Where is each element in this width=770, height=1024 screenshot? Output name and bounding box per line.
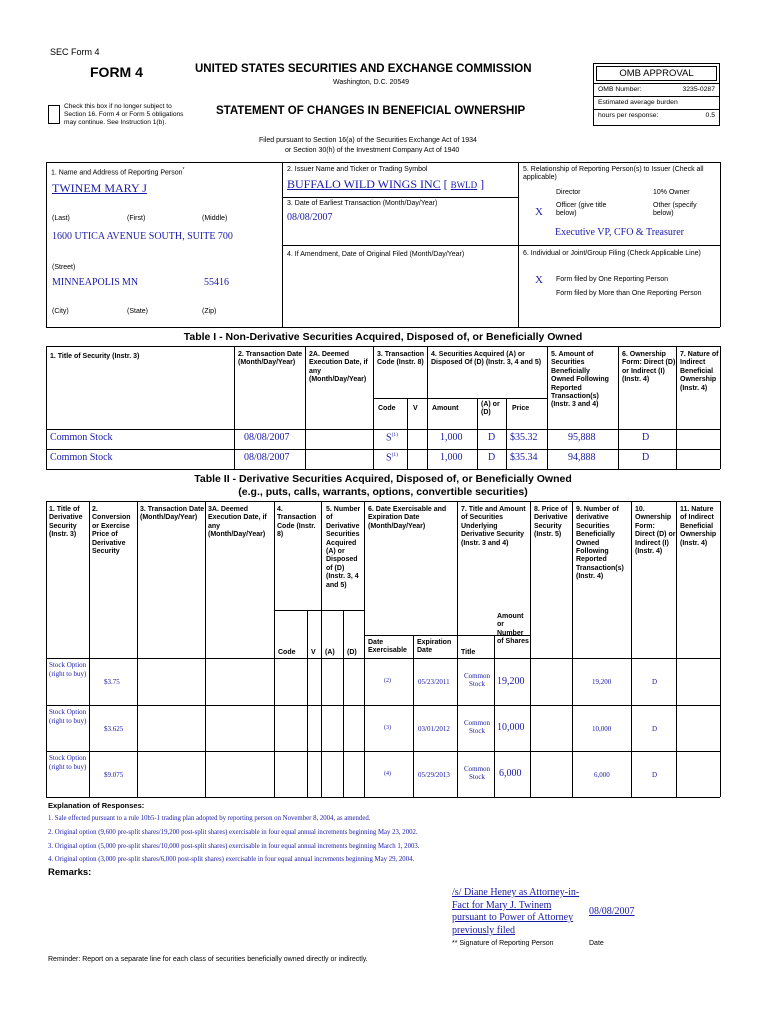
sec-form-label: SEC Form 4 — [50, 47, 100, 57]
remarks-label: Remarks: — [48, 867, 92, 878]
acquired-disposed: D — [488, 452, 496, 463]
derivatives-owned: 19,200 — [592, 678, 612, 686]
t2-col-number: 5. Number of Derivative Securities Acquired (A) or Disposed of (D) (Instr. 3, 4 and 5) — [326, 506, 361, 589]
one-person-checkbox-mark[interactable]: X — [535, 274, 543, 286]
derivatives-owned: 10,000 — [592, 725, 612, 733]
zip-label: (Zip) — [202, 308, 217, 315]
omb-burden-label: Estimated average burden — [598, 99, 678, 106]
transaction-date: 08/08/2007 — [244, 452, 290, 463]
security-title: Common Stock — [50, 432, 113, 443]
derivatives-owned: 6,000 — [594, 771, 610, 779]
t2-sub-amount: Amount or Number of Shares — [497, 613, 529, 646]
explanation-label: Explanation of Responses: — [48, 801, 145, 810]
t1-col-code: 3. Transaction Code (Instr. 8) — [377, 351, 425, 367]
other-label: Other (specify below) — [653, 202, 697, 218]
footnote-3: 3. Original option (5,000 pre-split shares/10,000 post-split shares) exercisable in four equal annual increments beginning March 1, 2003. — [48, 843, 420, 850]
officer-title: Executive VP, CFO & Treasurer — [555, 227, 684, 238]
form-title: FORM 4 — [90, 64, 143, 80]
t1-col-date: 2. Transaction Date (Month/Day/Year) — [238, 351, 303, 367]
t1-col-deemed: 2A. Deemed Execution Date, if any (Month/Day/Year) — [309, 351, 368, 384]
earliest-transaction-date: 08/08/2007 — [287, 212, 333, 223]
expiration-date: 03/01/2012 — [418, 725, 450, 733]
city-value: MINNEAPOLIS — [52, 277, 120, 288]
signature-label: ** Signature of Reporting Person — [452, 940, 554, 947]
date-exercisable-footnote: (4) — [384, 771, 391, 777]
t1-sub-v: V — [413, 405, 418, 412]
transaction-amount: 1,000 — [440, 452, 463, 463]
box2-label: 2. Issuer Name and Ticker or Trading Symbol — [287, 166, 428, 173]
t2-sub-a: (A) — [325, 649, 335, 656]
signature-text: /s/ Diane Heney as Attorney-in-Fact for Mary J. Twinem pursuant to Power of Attorney previously filed — [452, 887, 580, 937]
t2-sub-d: (D) — [347, 649, 357, 656]
t1-col-title: 1. Title of Security (Instr. 3) — [50, 353, 140, 360]
amount-owned: 94,888 — [568, 452, 596, 463]
derivative-title: Stock Option (right to buy) — [49, 754, 87, 772]
t2-col-conversion: 2. Conversion or Exercise Price of Derivative Security — [92, 506, 131, 555]
box5-label: 5. Relationship of Reporting Person(s) to Issuer (Check all applicable) — [523, 166, 704, 182]
t1-sub-price: Price — [512, 405, 530, 412]
t2-col-owned: 9. Number of derivative Securities Beneficially Owned Following Reported Transaction(s) (Instr. 4) — [576, 506, 624, 581]
checkbox-text: Check this box if no longer subject to Section 16. Form 4 or Form 5 obligations may continue. See Instruction 1(b). — [64, 103, 184, 127]
derivative-title: Stock Option (right to buy) — [49, 661, 87, 679]
t2-sub-title: Title — [461, 649, 476, 656]
t2-col-price: 8. Price of Derivative Security (Instr. 5) — [534, 506, 568, 539]
ownership-form: D — [652, 725, 658, 733]
street-label: (Street) — [52, 264, 76, 271]
date-label: Date — [589, 940, 604, 947]
t2-col-underlying: 7. Title and Amount of Securities Underlying Derivative Security (Instr. 3 and 4) — [461, 506, 526, 547]
omb-hours-label: hours per response: — [598, 112, 659, 119]
table2-title: Table II - Derivative Securities Acquired, Disposed of, or Beneficially Owned — [194, 473, 572, 485]
underlying-shares: 19,200 — [497, 676, 525, 687]
expiration-date: 05/23/2011 — [418, 678, 450, 686]
t1-col-amount-owned: 5. Amount of Securities Beneficially Owned Following Reported Transaction(s) (Instr. 3 and 4) — [551, 351, 609, 409]
t1-col-securities: 4. Securities Acquired (A) or Disposed Of (D) (Instr. 3, 4 and 5) — [431, 351, 542, 367]
transaction-date: 08/08/2007 — [244, 432, 290, 443]
t2-sub-code: Code — [278, 649, 296, 656]
table2-subtitle: (e.g., puts, calls, warrants, options, convertible securities) — [238, 486, 528, 498]
signature-date: 08/08/2007 — [589, 906, 635, 917]
statement-title: STATEMENT OF CHANGES IN BENEFICIAL OWNERSHIP — [216, 105, 526, 117]
date-exercisable-footnote: (3) — [384, 725, 391, 731]
more-person-label: Form filed by More than One Reporting Person — [556, 290, 702, 297]
t2-col-code: 4. Transaction Code (Instr. 8) — [277, 506, 317, 539]
city-label: (City) — [52, 308, 69, 315]
t1-sub-code: Code — [378, 405, 396, 412]
conversion-price: $9.075 — [104, 771, 124, 779]
reminder-text: Reminder: Report on a separate line for each class of securities beneficially owned directly or indirectly. — [48, 956, 368, 963]
ten-percent-owner-label: 10% Owner — [653, 189, 690, 196]
underlying-shares: 10,000 — [497, 722, 525, 733]
t2-sub-date-exercisable: Date Exercisable — [368, 639, 407, 655]
zip-value: 55416 — [204, 277, 229, 288]
state-label: (State) — [127, 308, 149, 315]
underlying-title: Common Stock — [463, 765, 491, 782]
footnote-4: 4. Original option (3,000 pre-split shares/6,000 post-split shares) exercisable in four equal annual increments beginning May 29, 2004. — [48, 856, 415, 863]
ownership-form: D — [652, 771, 658, 779]
reporting-person-address: 1600 UTICA AVENUE SOUTH, SUITE 700 — [52, 231, 233, 242]
first-label: (First) — [127, 215, 146, 222]
footnote-1: 1. Sale effected pursuant to a rule 10b5-1 trading plan adopted by reporting person on November 8, 2004, as amended. — [48, 815, 371, 822]
omb-number-value: 3235-0287 — [682, 86, 715, 93]
ownership-form: D — [642, 432, 650, 443]
conversion-price: $3.625 — [104, 725, 124, 733]
ownership-form: D — [642, 452, 650, 463]
t1-sub-aord: (A) or (D) — [481, 401, 500, 417]
t1-col-nature: 7. Nature of Indirect Beneficial Ownership (Instr. 4) — [680, 351, 719, 392]
ownership-form: D — [652, 678, 658, 686]
t2-col-exercisable: 6. Date Exercisable and Expiration Date (Month/Day/Year) — [368, 506, 447, 530]
derivative-title: Stock Option (right to buy) — [49, 708, 87, 726]
footnote-2: 2. Original option (9,600 pre-split shares/19,200 post-split shares) exercisable in four equal annual increments beginning May 23, 2002. — [48, 829, 418, 836]
table1-title: Table I - Non-Derivative Securities Acquired, Disposed of, or Beneficially Owned — [183, 331, 583, 343]
t2-col-deemed: 3A. Deemed Execution Date, if any (Month/Day/Year) — [208, 506, 267, 539]
state-value: MN — [122, 277, 139, 288]
reporting-person-name: TWINEM MARY J — [52, 181, 147, 195]
t2-col-title: 1. Title of Derivative Security (Instr. 3) — [49, 506, 83, 539]
t2-col-form: 10. Ownership Form: Direct (D) or Indirect (I) (Instr. 4) — [635, 506, 676, 555]
t2-sub-expiration: Expiration Date — [417, 639, 452, 655]
amount-owned: 95,888 — [568, 432, 596, 443]
one-person-label: Form filed by One Reporting Person — [556, 276, 669, 283]
omb-approval-box — [593, 63, 720, 126]
box4-label: 4. If Amendment, Date of Original Filed (Month/Day/Year) — [287, 251, 465, 258]
conversion-price: $3.75 — [104, 678, 120, 686]
issuer-name: BUFFALO WILD WINGS INC [ BWLD ] — [287, 177, 485, 191]
omb-hours-value: 0.5 — [705, 112, 715, 119]
transaction-amount: 1,000 — [440, 432, 463, 443]
acquired-disposed: D — [488, 432, 496, 443]
filed-pursuant-line1: Filed pursuant to Section 16(a) of the Securities Exchange Act of 1934 — [259, 137, 477, 144]
underlying-title: Common Stock — [463, 719, 491, 736]
box6-label: 6. Individual or Joint/Group Filing (Check Applicable Line) — [523, 250, 701, 257]
underlying-title: Common Stock — [463, 672, 491, 689]
last-label: (Last) — [52, 215, 70, 222]
box3-label: 3. Date of Earliest Transaction (Month/Day/Year) — [287, 200, 438, 207]
t2-col-date: 3. Transaction Date (Month/Day/Year) — [140, 506, 205, 522]
t2-sub-v: V — [311, 649, 316, 656]
omb-title: OMB APPROVAL — [596, 66, 717, 81]
director-label: Director — [556, 189, 581, 196]
underlying-shares: 6,000 — [499, 768, 522, 779]
omb-number-label: OMB Number: — [598, 86, 642, 93]
expiration-date: 05/29/2013 — [418, 771, 450, 779]
no-longer-subject-checkbox[interactable] — [48, 105, 60, 124]
officer-label: Officer (give title below) — [556, 202, 607, 218]
city-line: Washington, D.C. 20549 — [333, 79, 410, 86]
box1-label: 1. Name and Address of Reporting Person* — [51, 167, 185, 177]
transaction-code: $S^{(1)}$ — [386, 432, 398, 444]
commission-title: UNITED STATES SECURITIES AND EXCHANGE COMMISSION — [195, 63, 532, 75]
transaction-price: $35.34 — [510, 452, 538, 463]
middle-label: (Middle) — [202, 215, 228, 222]
t2-col-nature: 11. Nature of Indirect Beneficial Ownership (Instr. 4) — [680, 506, 717, 547]
officer-checkbox-mark[interactable]: X — [535, 206, 543, 218]
date-exercisable-footnote: (2) — [384, 678, 391, 684]
security-title: Common Stock — [50, 452, 113, 463]
transaction-code: $S^{(1)}$ — [386, 452, 398, 464]
t1-col-ownership-form: 6. Ownership Form: Direct (D) or Indirect (I) (Instr. 4) — [622, 351, 676, 384]
transaction-price: $35.32 — [510, 432, 538, 443]
filed-pursuant-line2: or Section 30(h) of the Investment Company Act of 1940 — [285, 147, 460, 154]
t1-sub-amount: Amount — [432, 405, 459, 412]
